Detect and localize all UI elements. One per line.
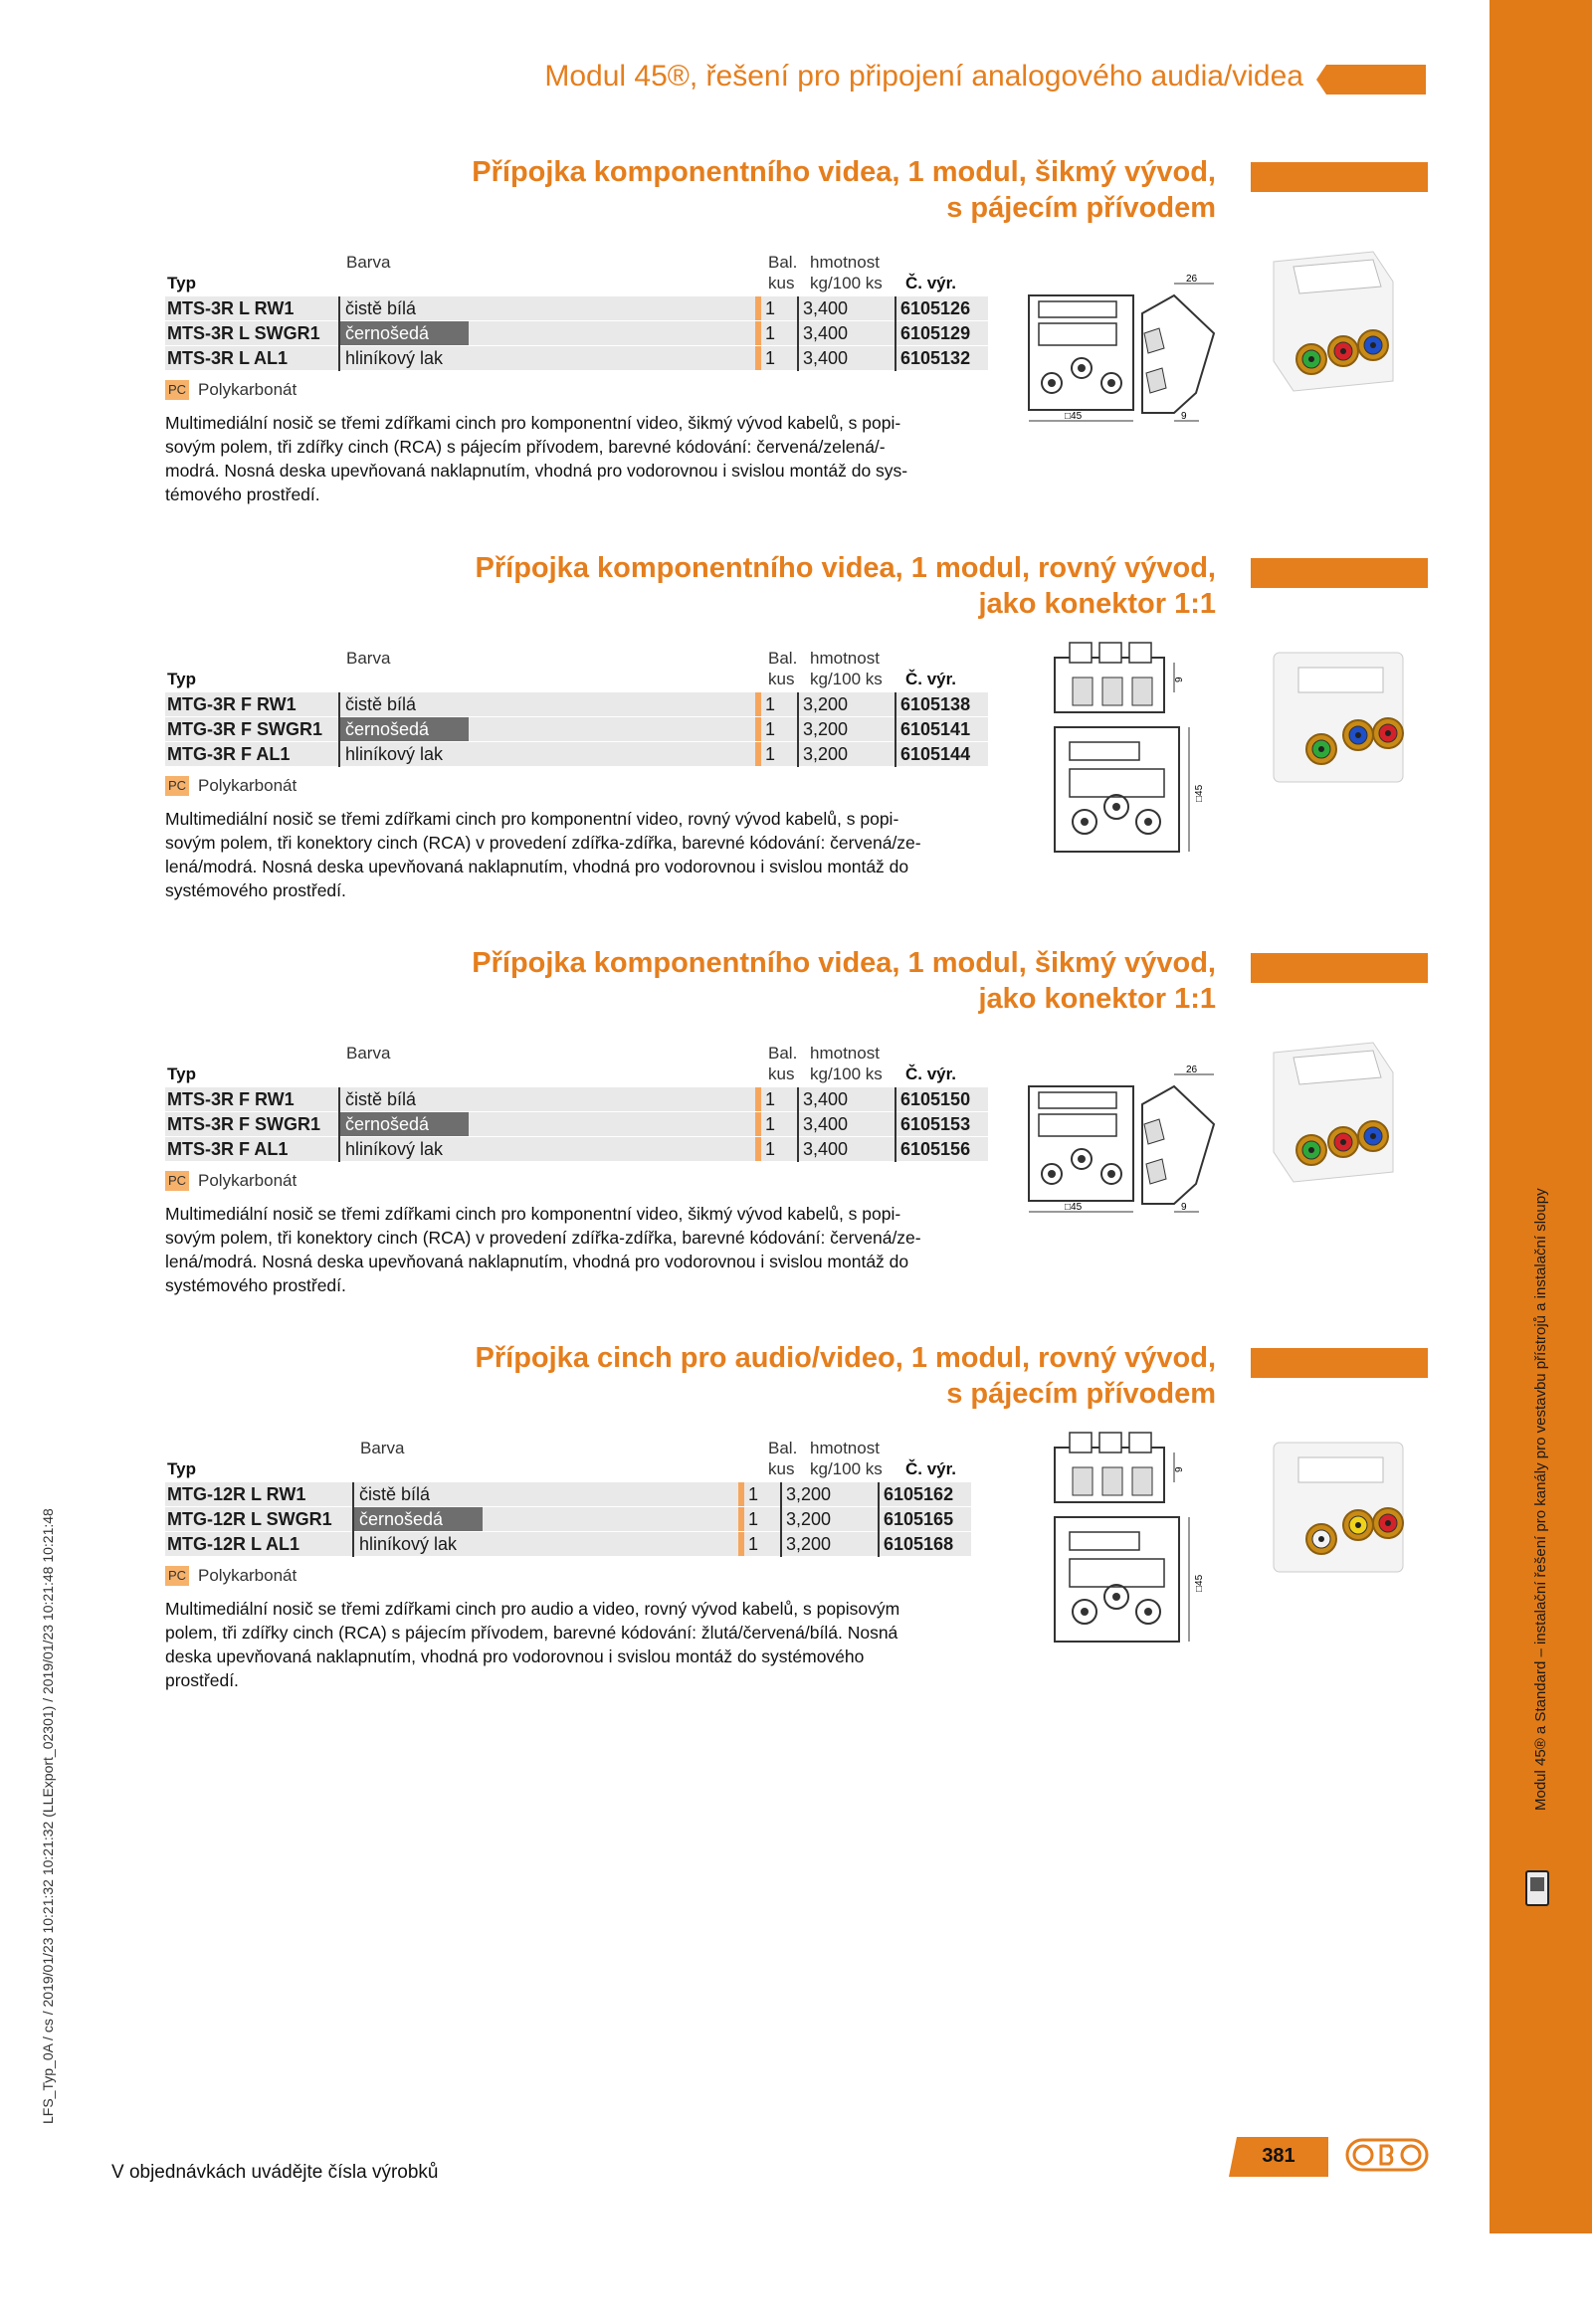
side-band-text: Modul 45® a Standard – instalační řešení pro kanály pro vestavbu přístrojů a instalační sloupy	[1532, 1188, 1549, 1811]
description-line: témového prostředí.	[165, 484, 320, 504]
obo-logo	[1345, 2138, 1429, 2177]
product-photo	[1264, 242, 1413, 401]
material-label: Polykarbonát	[198, 380, 298, 399]
article-number-cell: 6105165	[879, 1507, 971, 1532]
product-table	[165, 1482, 971, 1557]
column-header-cvyr: Č. výr.	[905, 1065, 957, 1083]
product-code-cell: MTG-3R F AL1	[165, 742, 339, 767]
pack-qty-cell: 1	[744, 1532, 781, 1557]
material-label: Polykarbonát	[198, 1171, 298, 1190]
column-header-bal_1: Bal.	[768, 1439, 798, 1457]
weight-cell: 3,400	[798, 321, 896, 346]
row-fill	[469, 742, 755, 767]
description-line: deska upevňovaná naklapnutím, vhodná pro vodorovnou i svislou montáž do systémového	[165, 1646, 865, 1666]
svg-text:26: 26	[1186, 1065, 1198, 1075]
color-cell: čistě bílá	[339, 296, 469, 321]
column-header-hmot_2: kg/100 ks	[810, 1065, 883, 1083]
material-chip: PC	[165, 1566, 189, 1586]
product-code-cell: MTG-12R L SWGR1	[165, 1507, 353, 1532]
product-code-cell: MTG-3R F SWGR1	[165, 717, 339, 742]
column-header-barva: Barva	[346, 1044, 391, 1063]
column-header-bal_2: kus	[768, 670, 795, 688]
column-header-typ: Typ	[167, 670, 196, 688]
table-row	[165, 717, 988, 742]
article-number-cell: 6105168	[879, 1532, 971, 1557]
column-header-typ: Typ	[167, 1459, 196, 1478]
material-label: Polykarbonát	[198, 776, 298, 795]
description-line: Multimediální nosič se třemi zdířkami cinch pro komponentní video, šikmý vývod kabelů, s popi-	[165, 1204, 901, 1224]
column-header-hmot_1: hmotnost	[810, 1439, 880, 1457]
description-line: sovým polem, tři konektory cinch (RCA) v provedení zdířka-zdířka, barevné kódování: červená/ze-	[165, 833, 921, 853]
column-header-hmot_2: kg/100 ks	[810, 670, 883, 688]
technical-drawing	[1025, 274, 1224, 433]
technical-drawing	[1025, 1065, 1224, 1224]
material-chip: PC	[165, 380, 189, 400]
column-header-bal_2: kus	[768, 1065, 795, 1083]
table-row	[165, 742, 988, 767]
pack-qty-cell: 1	[761, 1137, 798, 1162]
product-table	[165, 692, 988, 767]
svg-text:□45: □45	[1065, 1202, 1083, 1213]
table-row	[165, 692, 988, 717]
color-cell: čistě bílá	[339, 1087, 469, 1112]
column-header-bal_1: Bal.	[768, 1044, 798, 1063]
product-table	[165, 1087, 988, 1162]
section-title-line-1: Přípojka cinch pro audio/video, 1 modul, rovný vývod,	[475, 1342, 1216, 1374]
product-code-cell: MTS-3R F AL1	[165, 1137, 339, 1162]
product-table	[165, 296, 988, 371]
row-fill	[483, 1482, 738, 1507]
svg-text:26: 26	[1186, 274, 1198, 285]
column-header-typ: Typ	[167, 274, 196, 292]
section-title-line-1: Přípojka komponentního videa, 1 modul, rovný vývod,	[475, 552, 1216, 584]
weight-cell: 3,200	[781, 1532, 879, 1557]
product-photo	[1264, 1428, 1413, 1587]
pack-qty-cell: 1	[761, 717, 798, 742]
row-fill	[483, 1507, 738, 1532]
article-number-cell: 6105150	[896, 1087, 988, 1112]
pack-qty-cell: 1	[761, 1112, 798, 1137]
product-photo	[1264, 638, 1413, 797]
pack-qty-cell: 1	[761, 742, 798, 767]
print-meta-text: LFS_Typ_0A / cs / 2019/01/23 10:21:32 10:21:32 (LLExport_02301) / 2019/01/23 10:21:48 10:21:48	[40, 1508, 56, 2124]
technical-drawing	[1025, 638, 1224, 862]
description-line: Multimediální nosič se třemi zdířkami cinch pro komponentní video, šikmý vývod kabelů, s popi-	[165, 413, 901, 433]
row-fill	[483, 1532, 738, 1557]
weight-cell: 3,200	[798, 717, 896, 742]
svg-text:□45: □45	[1194, 784, 1205, 802]
description-line: systémového prostředí.	[165, 1275, 346, 1295]
table-row	[165, 1137, 988, 1162]
svg-text:9: 9	[1181, 411, 1187, 422]
product-code-cell: MTS-3R L RW1	[165, 296, 339, 321]
weight-cell: 3,200	[781, 1482, 879, 1507]
table-row	[165, 346, 988, 371]
page-header-title: Modul 45®, řešení pro připojení analogového audia/videa	[544, 60, 1303, 93]
article-number-cell: 6105132	[896, 346, 988, 371]
product-code-cell: MTS-3R L AL1	[165, 346, 339, 371]
material-label: Polykarbonát	[198, 1566, 298, 1585]
device-icon	[1524, 2290, 1548, 2324]
product-code-cell: MTS-3R L SWGR1	[165, 321, 339, 346]
color-cell: černošedá	[353, 1507, 483, 1532]
row-fill	[469, 692, 755, 717]
description-line: sovým polem, tři konektory cinch (RCA) v provedení zdířka-zdířka, barevné kódování: červená/ze-	[165, 1228, 921, 1248]
section-accent-bar	[1251, 1348, 1428, 1378]
pack-qty-cell: 1	[761, 321, 798, 346]
column-header-barva: Barva	[346, 253, 391, 272]
column-header-cvyr: Č. výr.	[905, 274, 957, 292]
pack-qty-cell: 1	[761, 692, 798, 717]
pack-qty-cell: 1	[761, 1087, 798, 1112]
table-row	[165, 1112, 988, 1137]
color-cell: čistě bílá	[339, 692, 469, 717]
pack-qty-cell: 1	[761, 296, 798, 321]
row-fill	[469, 717, 755, 742]
article-number-cell: 6105129	[896, 321, 988, 346]
description-line: lená/modrá. Nosná deska upevňovaná naklapnutím, vhodná pro vodorovnou i svislou montáž do	[165, 857, 909, 876]
section-title-line-1: Přípojka komponentního videa, 1 modul, šikmý vývod,	[472, 156, 1216, 188]
product-code-cell: MTG-12R L AL1	[165, 1532, 353, 1557]
column-header-bal_1: Bal.	[768, 253, 798, 272]
color-cell: hliníkový lak	[353, 1532, 483, 1557]
column-header-cvyr: Č. výr.	[905, 1459, 957, 1478]
svg-text:9: 9	[1181, 1202, 1187, 1213]
table-row	[165, 1482, 971, 1507]
product-code-cell: MTS-3R F RW1	[165, 1087, 339, 1112]
column-header-bal_2: kus	[768, 274, 795, 292]
description-line: polem, tři zdířky cinch (RCA) s pájecím přívodem, barevné kódování: žlutá/červená/bílá. Nosná	[165, 1623, 898, 1643]
svg-text:9: 9	[1174, 1466, 1185, 1472]
column-header-hmot_2: kg/100 ks	[810, 1459, 883, 1478]
column-header-bal_1: Bal.	[768, 649, 798, 668]
product-description	[165, 1597, 991, 1692]
pack-qty-cell: 1	[744, 1482, 781, 1507]
section-title-line-2: s pájecím přívodem	[946, 1378, 1216, 1410]
color-cell: černošedá	[339, 717, 469, 742]
article-number-cell: 6105162	[879, 1482, 971, 1507]
description-line: Multimediální nosič se třemi zdířkami cinch pro audio a video, rovný vývod kabelů, s popisovým	[165, 1599, 900, 1619]
section-accent-bar	[1251, 953, 1428, 983]
material-chip: PC	[165, 1171, 189, 1191]
table-row	[165, 321, 988, 346]
row-fill	[469, 1137, 755, 1162]
article-number-cell: 6105141	[896, 717, 988, 742]
weight-cell: 3,400	[798, 296, 896, 321]
column-header-hmot_2: kg/100 ks	[810, 274, 883, 292]
section-title-line-2: s pájecím přívodem	[946, 192, 1216, 224]
weight-cell: 3,200	[798, 742, 896, 767]
article-number-cell: 6105156	[896, 1137, 988, 1162]
header-tab-marker	[1316, 65, 1426, 95]
description-line: sovým polem, tři zdířky cinch (RCA) s pájecím přívodem, barevné kódování: červená/zelená/-	[165, 437, 886, 457]
weight-cell: 3,200	[781, 1507, 879, 1532]
svg-text:□45: □45	[1194, 1574, 1205, 1592]
row-fill	[469, 1112, 755, 1137]
article-number-cell: 6105153	[896, 1112, 988, 1137]
table-row	[165, 296, 988, 321]
column-header-hmot_1: hmotnost	[810, 649, 880, 668]
weight-cell: 3,400	[798, 1112, 896, 1137]
row-fill	[469, 346, 755, 371]
row-fill	[469, 321, 755, 346]
footer-note: V objednávkách uvádějte čísla výrobků	[111, 2162, 439, 2183]
page-number: 381	[1262, 2145, 1295, 2167]
weight-cell: 3,400	[798, 1087, 896, 1112]
color-cell: hliníkový lak	[339, 346, 469, 371]
svg-text:□45: □45	[1065, 411, 1083, 422]
table-row	[165, 1087, 988, 1112]
section-title-line-2: jako konektor 1:1	[978, 588, 1216, 620]
column-header-typ: Typ	[167, 1065, 196, 1083]
technical-drawing	[1025, 1428, 1224, 1651]
article-number-cell: 6105138	[896, 692, 988, 717]
row-fill	[469, 296, 755, 321]
section-title-line-2: jako konektor 1:1	[978, 983, 1216, 1015]
product-code-cell: MTS-3R F SWGR1	[165, 1112, 339, 1137]
product-description	[165, 411, 991, 506]
description-line: lená/modrá. Nosná deska upevňovaná naklapnutím, vhodná pro vodorovnou i svislou montáž do	[165, 1252, 909, 1271]
weight-cell: 3,200	[798, 692, 896, 717]
weight-cell: 3,400	[798, 1137, 896, 1162]
product-description	[165, 1202, 991, 1297]
section-accent-bar	[1251, 162, 1428, 192]
column-header-hmot_1: hmotnost	[810, 1044, 880, 1063]
description-line: systémového prostředí.	[165, 880, 346, 900]
product-photo	[1264, 1033, 1413, 1192]
svg-text:9: 9	[1174, 677, 1185, 682]
weight-cell: 3,400	[798, 346, 896, 371]
color-cell: hliníkový lak	[339, 742, 469, 767]
product-code-cell: MTG-3R F RW1	[165, 692, 339, 717]
description-line: prostředí.	[165, 1670, 239, 1690]
column-header-cvyr: Č. výr.	[905, 670, 957, 688]
article-number-cell: 6105144	[896, 742, 988, 767]
color-cell: hliníkový lak	[339, 1137, 469, 1162]
color-cell: čistě bílá	[353, 1482, 483, 1507]
column-header-hmot_1: hmotnost	[810, 253, 880, 272]
article-number-cell: 6105126	[896, 296, 988, 321]
material-chip: PC	[165, 776, 189, 796]
description-line: modrá. Nosná deska upevňovaná naklapnutím, vhodná pro vodorovnou i svislou montáž do sys-	[165, 461, 908, 481]
section-title-line-1: Přípojka komponentního videa, 1 modul, šikmý vývod,	[472, 947, 1216, 979]
pack-qty-cell: 1	[744, 1507, 781, 1532]
row-fill	[469, 1087, 755, 1112]
column-header-bal_2: kus	[768, 1459, 795, 1478]
pack-qty-cell: 1	[761, 346, 798, 371]
section-accent-bar	[1251, 558, 1428, 588]
table-row	[165, 1507, 971, 1532]
product-code-cell: MTG-12R L RW1	[165, 1482, 353, 1507]
color-cell: černošedá	[339, 1112, 469, 1137]
description-line: Multimediální nosič se třemi zdířkami cinch pro komponentní video, rovný vývod kabelů, s popi-	[165, 809, 899, 829]
color-cell: černošedá	[339, 321, 469, 346]
product-description	[165, 807, 991, 902]
booklet-icon	[1525, 1870, 1549, 1906]
table-row	[165, 1532, 971, 1557]
column-header-barva: Barva	[346, 649, 391, 668]
column-header-barva: Barva	[360, 1439, 405, 1457]
